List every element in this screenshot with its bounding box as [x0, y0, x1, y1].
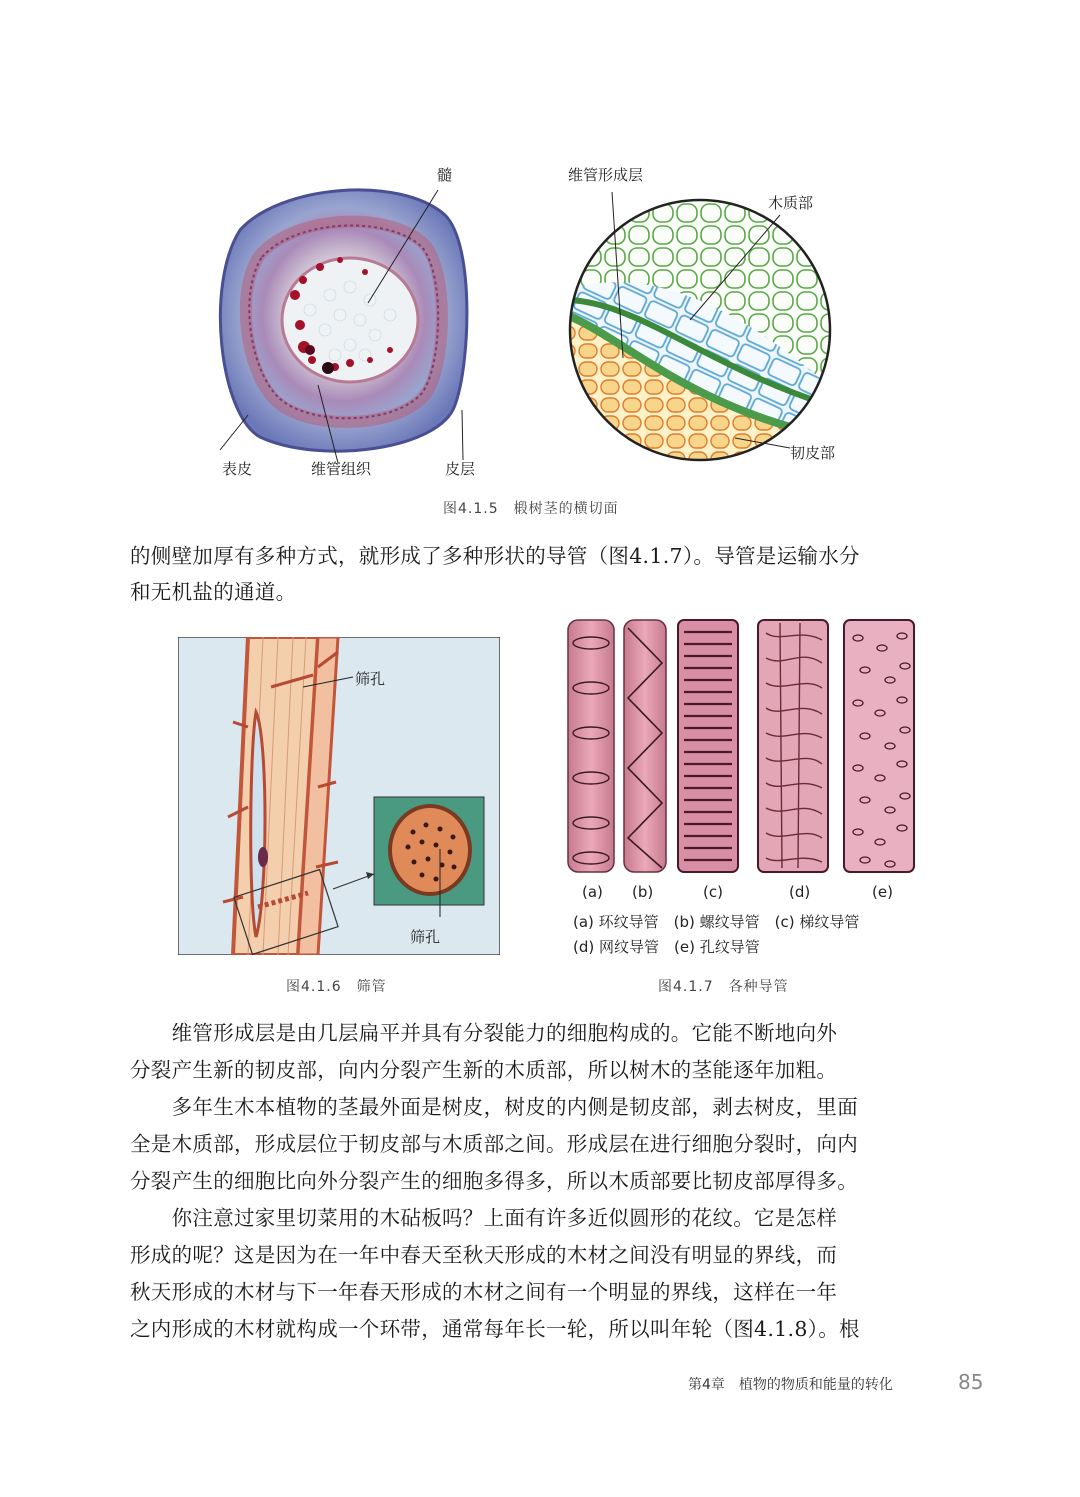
figure-caption-415: 图4.1.5 椴树茎的横切面	[443, 501, 619, 517]
body-line-6: 你注意过家里切菜用的木砧板吗？上面有许多近似圆形的花纹。它是怎样	[130, 1206, 838, 1230]
sieve-pore-label: 筛孔	[355, 670, 386, 688]
epidermis-label: 表皮	[222, 460, 253, 478]
cambium-label: 维管形成层	[568, 166, 644, 184]
scalariform-vessel	[678, 620, 738, 872]
body-line-1: 维管形成层是由几层扁平并具有分裂能力的细胞构成的。它能不断地向外	[130, 1021, 838, 1045]
annular-vessel	[568, 620, 614, 872]
pith-label: 髓	[437, 166, 453, 184]
stem-cross-section-image	[200, 175, 480, 465]
page-number: 85	[958, 1370, 984, 1394]
reticulate-vessel	[758, 620, 828, 872]
body-line-2: 分裂产生新的韧皮部，向内分裂产生新的木质部，所以树木的茎能逐年加粗。	[130, 1058, 838, 1082]
body-line-3: 多年生木本植物的茎最外面是树皮，树皮的内侧是韧皮部，剥去树皮，里面	[130, 1095, 858, 1119]
vessel-letter-b: (b)	[632, 883, 654, 901]
vessel-letter-a: (a)	[582, 883, 603, 901]
figure-caption-417: 图4.1.7 各种导管	[658, 979, 789, 995]
paragraph-intro-line-2: 和无机盐的通道。	[130, 580, 297, 604]
vessel-letter-e: (e)	[872, 883, 893, 901]
xylem-label: 木质部	[768, 194, 814, 212]
chapter-footer: 第4章 植物的物质和能量的转化	[688, 1377, 893, 1393]
vessel-legend-line-2: (d) 网纹导管 (e) 孔纹导管	[573, 938, 760, 956]
body-line-7: 形成的呢？这是因为在一年中春天至秋天形成的木材之间没有明显的界线，而	[130, 1243, 838, 1267]
vessel-letter-d: (d)	[789, 883, 811, 901]
figure-caption-416: 图4.1.6 筛管	[286, 979, 387, 995]
cortex-label: 皮层	[445, 460, 476, 478]
sieve-pore-inset-label: 筛孔	[410, 928, 441, 946]
vascular-tissue-label: 维管组织	[311, 460, 372, 478]
body-line-4: 全是木质部，形成层位于韧皮部与木质部之间。形成层在进行细胞分裂时，向内	[130, 1132, 858, 1156]
spiral-vessel	[624, 620, 666, 872]
pitted-vessel	[844, 620, 914, 872]
phloem-label: 韧皮部	[790, 444, 836, 462]
body-line-8: 秋天形成的木材与下一年春天形成的木材之间有一个明显的界线，这样在一年	[130, 1280, 838, 1304]
sieve-tube-image	[178, 637, 500, 955]
vessel-types-image	[560, 618, 920, 878]
body-line-9: 之内形成的木材就构成一个环带，通常每年长一轮，所以叫年轮（图4.1.8）。根	[130, 1317, 860, 1341]
body-line-5: 分裂产生的细胞比向外分裂产生的细胞多得多，所以木质部要比韧皮部厚得多。	[130, 1169, 858, 1193]
cambium-magnified-image	[555, 180, 845, 480]
vessel-letter-c: (c)	[703, 883, 723, 901]
paragraph-intro-line-1: 的侧壁加厚有多种方式，就形成了多种形状的导管（图4.1.7）。导管是运输水分	[130, 544, 860, 568]
vessel-legend-line-1: (a) 环纹导管 (b) 螺纹导管 (c) 梯纹导管	[573, 913, 860, 931]
